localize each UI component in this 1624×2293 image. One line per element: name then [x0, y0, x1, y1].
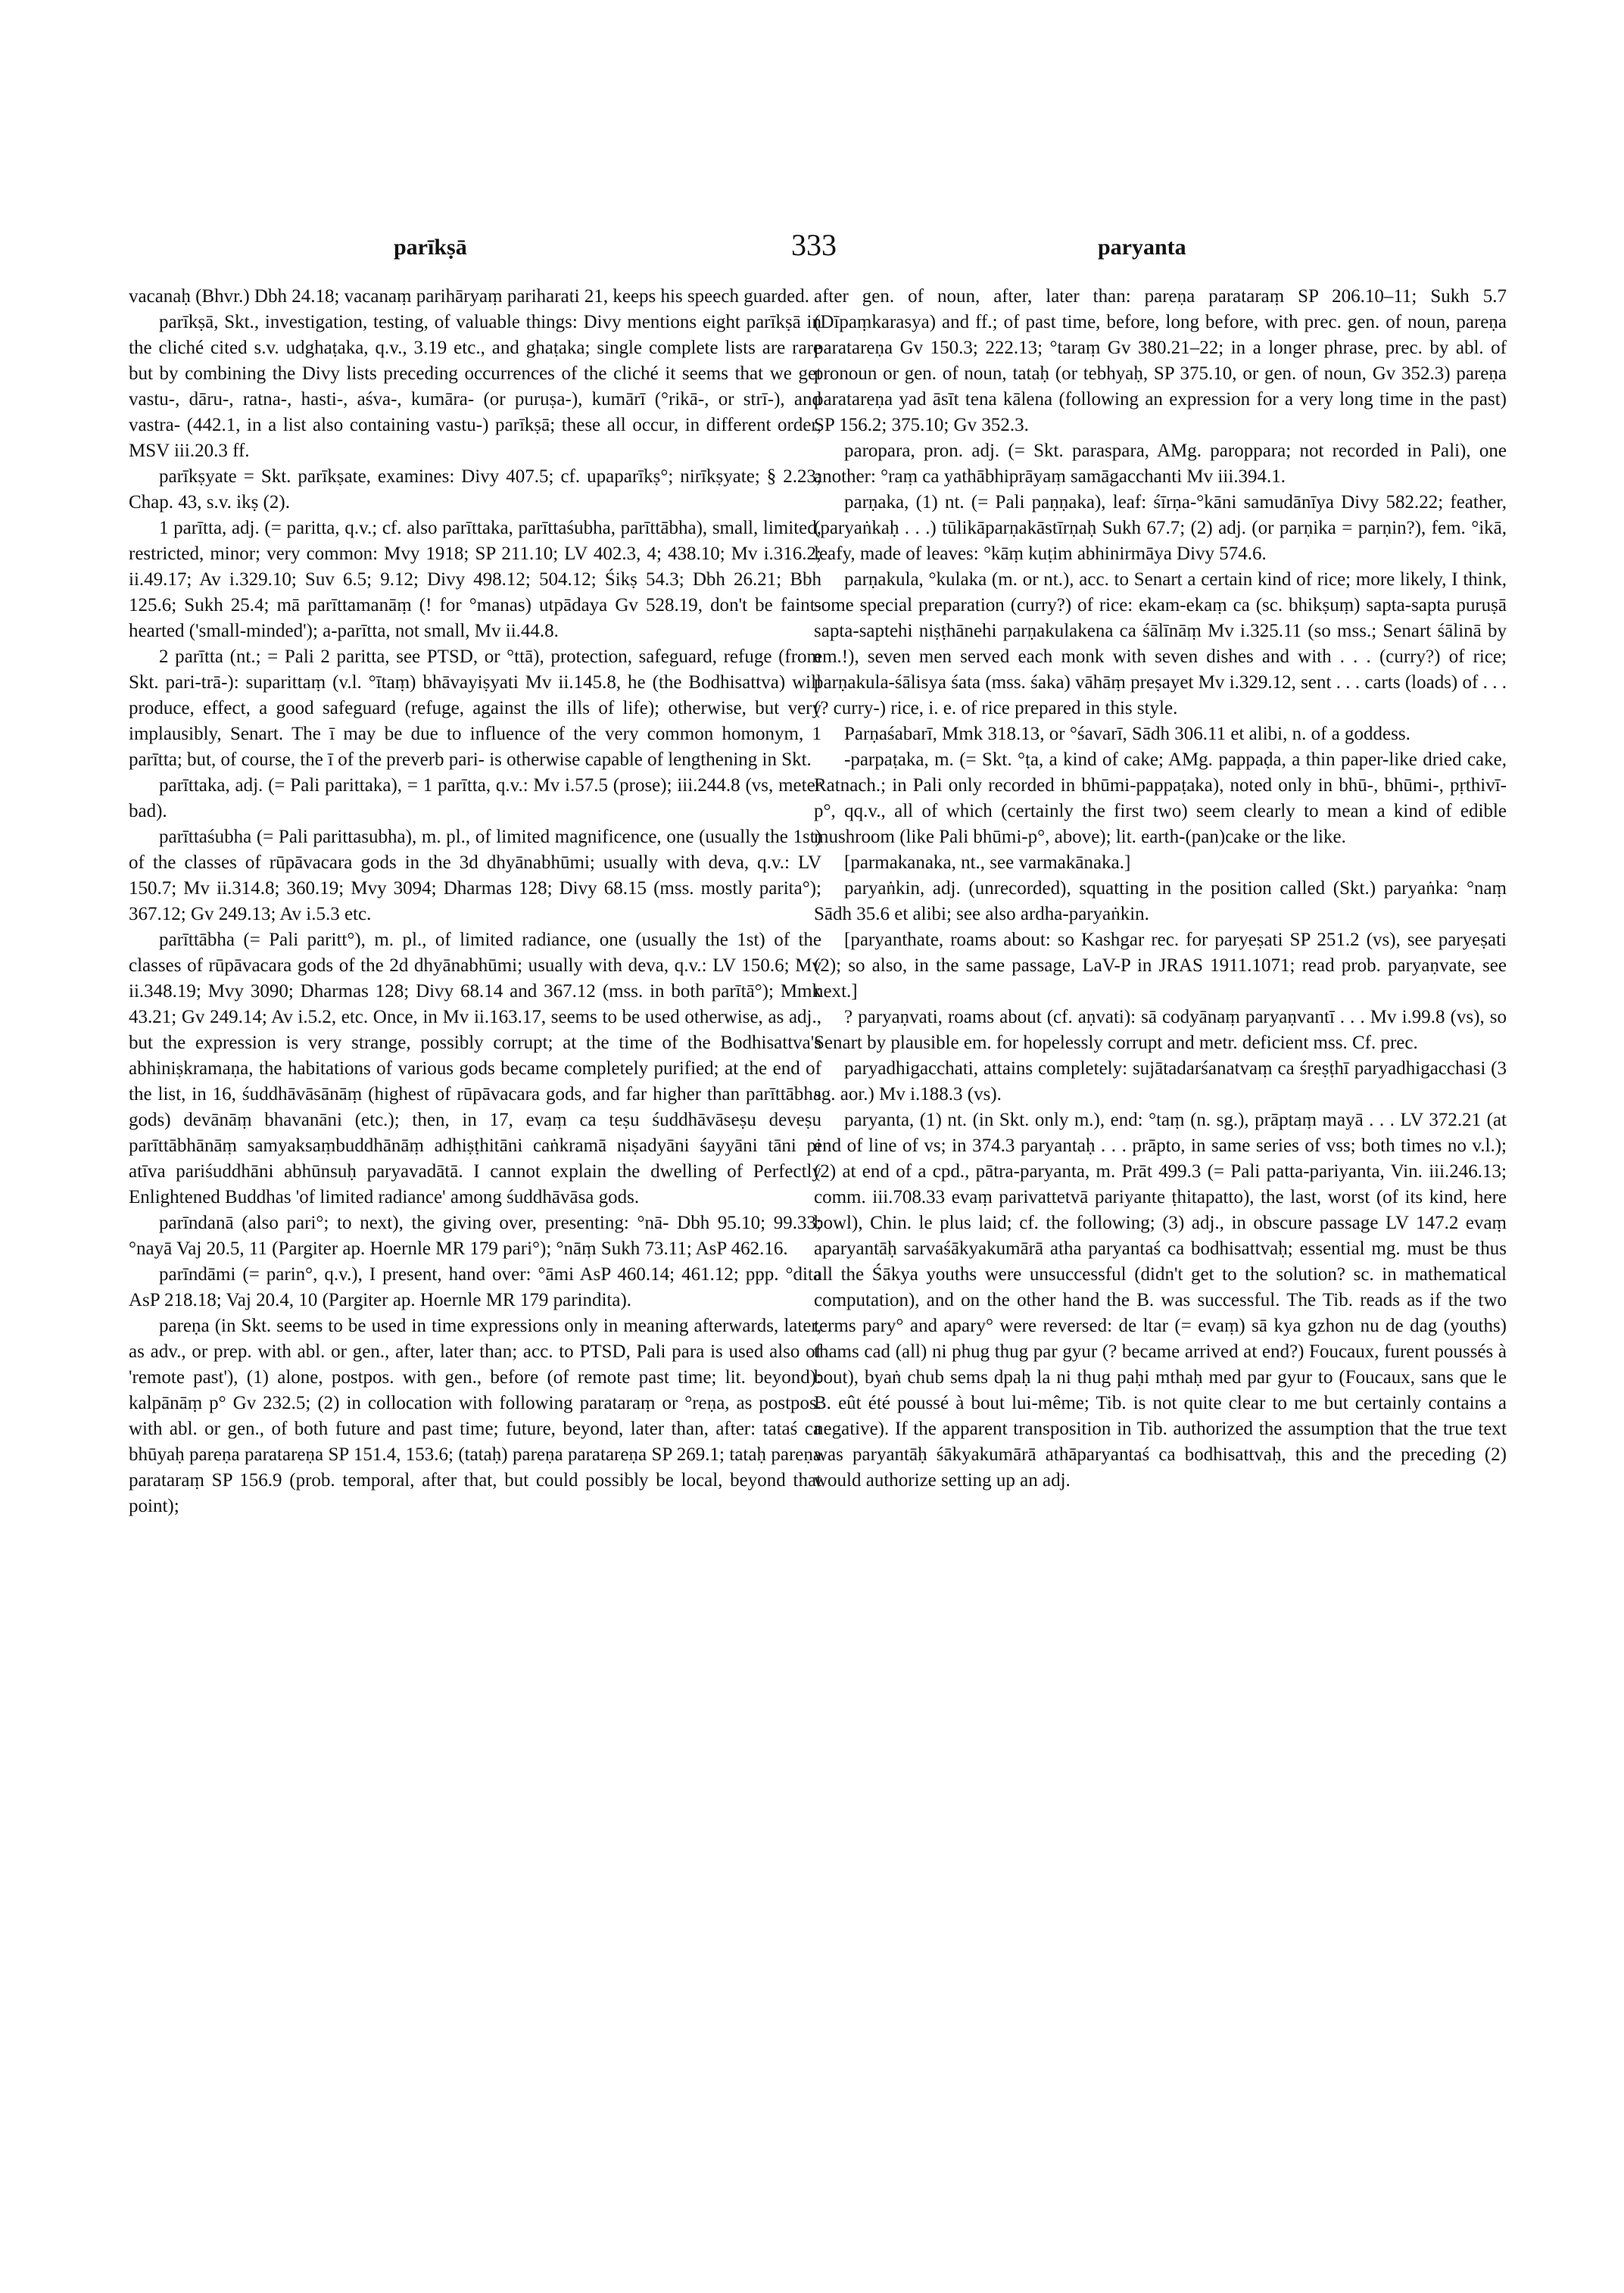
right-column [814, 284, 1507, 1494]
entry-parittaka: parīttaka, adj. (= Pali parittaka), = 1 parītta, q.v.: Mv i.57.5 (prose); iii.244.8 (vs, meter bad). [129, 775, 821, 821]
entry-paragraph: vacanaḥ (Bhvr.) Dbh 24.18; vacanaṃ parihāryaṃ pariharati 21, keeps his speech guarded. [129, 286, 809, 307]
entry-paryanthate: [paryanthate, roams about: so Kashgar rec. for paryeṣati SP 251.2 (vs), see paryeṣati (2); so also, in the same passage, LaV-P in JRAS 1911.1071; read prob. paryaṇvate, see next.] [814, 930, 1507, 1002]
entry-paryanvati: ? paryaṇvati, roams about (cf. aṇvati): sā codyānaṃ paryaṇvantī . . . Mv i.99.8 (vs), so Senart by plausible em. for hopelessly corrupt and metr. deficient mss. Cf. prec. [814, 1007, 1507, 1053]
entry-pariksyate: parīkṣyate = Skt. parīkṣate, examines: Divy 407.5; cf. upaparīkṣ°; nirīkṣyate; § 2.23; Chap. 43, s.v. ikṣ (2). [129, 466, 821, 512]
page-number: 333 [791, 228, 837, 262]
entry-parmakanaka: [parmakanaka, nt., see varmakānaka.] [844, 852, 1131, 873]
left-running-headword: parīkṣā [394, 235, 467, 260]
entry-paritta-2: 2 parītta (nt.; = Pali 2 paritta, see PTSD, or °ttā), protection, safeguard, refuge (from Skt. pari-trā-): suparittaṃ (v.l. °ītaṃ) bhāvayiṣyati Mv ii.145.8, he (the Bodhisattva) will produce, effect, a good safeguard (refuge, against the ills of life); otherwise, but very implausibly, Senart. The ī may be due to influence of the very common homonym, 1 parītta; but, of course, the ī of the preverb pari- is otherwise capable of lengthening in Skt. [129, 646, 821, 770]
entry-paritta-1: 1 parītta, adj. (= paritta, q.v.; cf. also parīttaka, parīttaśubha, parīttābha), small, limited, restricted, minor; very common: Mvy 1918; SP 211.10; LV 402.3, 4; 438.10; Mv i.316.2; ii.49.17; Av i.329.10; Suv 6.5; 9.12; Divy 498.12; 504.12; Śikṣ 54.3; Dbh 26.21; Bbh 125.6; Sukh 25.4; mā parīttamanāṃ (! for °manas) utpādaya Gv 528.19, don't be faint-hearted ('small-minded'); a-parītta, not small, Mv ii.44.8. [129, 518, 821, 641]
entry-parindami: parīndāmi (= parin°, q.v.), I present, hand over: °āmi AsP 460.14; 461.12; ppp. °dita AsP 218.18; Vaj 20.4, 10 (Pargiter ap. Hoernle MR 179 parindita). [129, 1264, 821, 1310]
entry-parena: pareṇa (in Skt. seems to be used in time expressions only in meaning afterwards, later, as adv., or prep. with abl. or gen., after, later than; acc. to PTSD, Pali para is used also of 'remote past'), (1) alone, postpos. with gen., before (of remote past time; lit. beyond): kalpānāṃ p° Gv 232.5; (2) in collocation with following parataraṃ or °reṇa, as postpos. with abl. or gen., of both future and past time; future, beyond, later than, after: tataś ca bhūyaḥ pareṇa paratareṇa SP 151.4, 153.6; (tataḥ) pareṇa paratareṇa SP 269.1; tataḥ pareṇa parataraṃ SP 156.9 (prob. temporal, after that, but could possibly be local, beyond that point); [129, 1316, 821, 1516]
entry-parnakula: parṇakula, °kulaka (m. or nt.), acc. to Senart a certain kind of rice; more likely, I think, some special preparation (curry?) of rice: ekam-ekaṃ ca (sc. bhikṣuṃ) sapta-sapta puruṣā sapta-saptehi niṣṭhānehi parṇakulakena ca śālīnāṃ Mv i.325.11 (so mss.; Senart śālinā by em.!), seven men served each monk with seven dishes and with . . . (curry?) of rice; parṇakula-śālisya śata (mss. śaka) vāhāṃ preṣayet Mv i.329.12, sent . . . carts (loads) of . . . (? curry-) rice, i. e. of rice prepared in this style. [814, 569, 1507, 718]
entry-parnasabari: Parṇaśabarī, Mmk 318.13, or °śavarī, Sādh 306.11 et alibi, n. of a goddess. [844, 724, 1410, 744]
entry-paropara: paropara, pron. adj. (= Skt. paraspara, AMg. paroppara; not recorded in Pali), one another: °raṃ ca yathābhiprāyaṃ samāgacchanti Mv iii.394.1. [814, 441, 1507, 487]
entry-paryadhigacchati: paryadhigacchati, attains completely: sujātadarśanatvaṃ ca śreṣṭhī paryadhigacchasi (3 sg. aor.) Mv i.188.3 (vs). [814, 1058, 1507, 1104]
page-header [0, 227, 1624, 273]
entry-parittabha: parīttābha (= Pali paritt°), m. pl., of limited radiance, one (usually the 1st) of the classes of rūpāvacara gods of the 2d dhyānabhūmi; usually with deva, q.v.: LV 150.6; Mv ii.348.19; Mvy 3090; Dharmas 128; Divy 68.14 and 367.12 (mss. in both parītā°); Mmk 43.21; Gv 249.14; Av i.5.2, etc. Once, in Mv ii.163.17, seems to be used otherwise, as adj., but the expression is very strange, possibly corrupt; at the time of the Bodhisattva's abhiniṣkramaṇa, the habitations of various gods became completely purified; at the end of the list, in 16, śuddhāvāsānāṃ (highest of rūpāvacara gods, and far higher than parīttābha gods) devānāṃ bhavanāni (etc.); then, in 17, evaṃ ca teṣu śuddhāvāseṣu deveṣu parīttābhānāṃ samyaksaṃbuddhānāṃ adhiṣṭhitāni caṅkramā niṣadyāni śayyāni tāni pi atīva pariśuddhāni abhūnsuḥ paryavadātā. I cannot explain the dwelling of Perfectly Enlightened Buddhas 'of limited radiance' among śuddhāvāsa gods. [129, 930, 821, 1207]
entry-paryanta: paryanta, (1) nt. (in Skt. only m.), end: °taṃ (n. sg.), prāptaṃ mayā . . . LV 372.21 (at end of line of vs; in 374.3 paryantaḥ . . . prāpto, in same series of vss; both times no v.l.); (2) at end of a cpd., pātra-paryanta, m. Prāt 499.3 (= Pali patta-pariyanta, Vin. iii.246.13; comm. iii.708.33 evaṃ parivattetvā pariyante ṭhitapatto), the last, worst (of its kind, here bowl), Chin. le plus laid; cf. the following; (3) adj., in obscure passage LV 147.2 evaṃ aparyantāḥ sarvaśākyakumārā atha paryantaś ca bodhisattvaḥ; essential mg. must be thus all the Śākya youths were unsuccessful (didn't get to the solution? sc. in mathematical computation), and on the other hand the B. was successful. The Tib. reads as if the two terms pary° and apary° were reversed: de ltar (= evaṃ) sā kya gzhon nu de dag (youths) thams cad (all) ni phug thug par gyur (? became arrived at end?) Foucaux, furent poussés à bout), byaṅ chub sems dpaḥ la ni thug paḥi mthaḥ med par gyur to (Foucaux, sans que le B. eût été poussé à bout lui-même; Tib. is not quite clear to me but certainly contains a negative). If the apparent transposition in Tib. authorized the assumption that the true text was paryantāḥ śākyakumārā athāparyantaś ca bodhisattvaḥ, this and the preceding (2) would authorize setting up an adj. [814, 1110, 1507, 1491]
entry-pariksa: parīkṣā, Skt., investigation, testing, of valuable things: Divy mentions eight parīkṣā in the cliché cited s.v. udghaṭaka, q.v., 3.19 etc., and ghaṭaka; single complete lists are rare but by combining the Divy lists preceding occurrences of the cliché it seems that we get vastu-, dāru-, ratna-, hasti-, aśva-, kumāra- (or puruṣa-), kumārī (°rikā-, or strī-), and vastra- (442.1, in a list also containing vastu-) parīkṣā; these all occur, in different order, MSV iii.20.3 ff. [129, 312, 821, 461]
entry-parnaka: parṇaka, (1) nt. (= Pali paṇṇaka), leaf: śīrṇa-°kāni samudānīya Divy 582.22; feather, (paryaṅkaḥ . . .) tūlikāparṇakāstīrṇaḥ Sukh 67.7; (2) adj. (or parṇika = parṇin?), fem. °ikā, leafy, made of leaves: °kāṃ kuṭim abhinirmāya Divy 574.6. [814, 492, 1507, 564]
entry-paryankin: paryaṅkin, adj. (unrecorded), squatting in the position called (Skt.) paryaṅka: °naṃ Sādh 35.6 et alibi; see also ardha-paryaṅkin. [814, 878, 1507, 924]
entry-parindana: parīndanā (also pari°; to next), the giving over, presenting: °nā- Dbh 95.10; 99.33; °nayā Vaj 20.5, 11 (Pargiter ap. Hoernle MR 179 pari°); °nāṃ Sukh 73.11; AsP 462.16. [129, 1213, 821, 1259]
right-running-headword: paryanta [1098, 235, 1186, 260]
entry-parittasubha: parīttaśubha (= Pali parittasubha), m. pl., of limited magnificence, one (usually the 1st) of the classes of rūpāvacara gods in the 3d dhyānabhūmi; usually with deva, q.v.: LV 150.7; Mv ii.314.8; 360.19; Mvy 3094; Dharmas 128; Divy 68.15 (mss. mostly parita°); 367.12; Gv 249.13; Av i.5.3 etc. [129, 827, 821, 924]
left-column [129, 284, 821, 1519]
entry-parena-continued: after gen. of noun, after, later than: pareṇa parataraṃ SP 206.10–11; Sukh 5.7 (Dīpaṃkarasya) and ff.; of past time, before, long before, with prec. gen. of noun, pareṇa paratareṇa Gv 150.3; 222.13; °taraṃ Gv 380.21–22; in a longer phrase, prec. by abl. of pronoun or gen. of noun, tataḥ (or tebhyaḥ, SP 375.10, or gen. of noun, Gv 352.3) pareṇa paratareṇa yad āsīt tena kālena (following an expression for a very long time in the past) SP 156.2; 375.10; Gv 352.3. [814, 286, 1507, 435]
entry-parpataka: -parpaṭaka, m. (= Skt. °ṭa, a kind of cake; AMg. pappaḍa, a thin paper-like dried cake, Ratnach.; in Pali only recorded in bhūmi-pappaṭaka), noted only in bhū-, bhūmi-, pṛthivī-p°, qq.v., all of which (certainly the first two) seem clearly to mean a kind of edible mushroom (like Pali bhūmi-p°, above); lit. earth-(pan)cake or the like. [814, 749, 1507, 847]
